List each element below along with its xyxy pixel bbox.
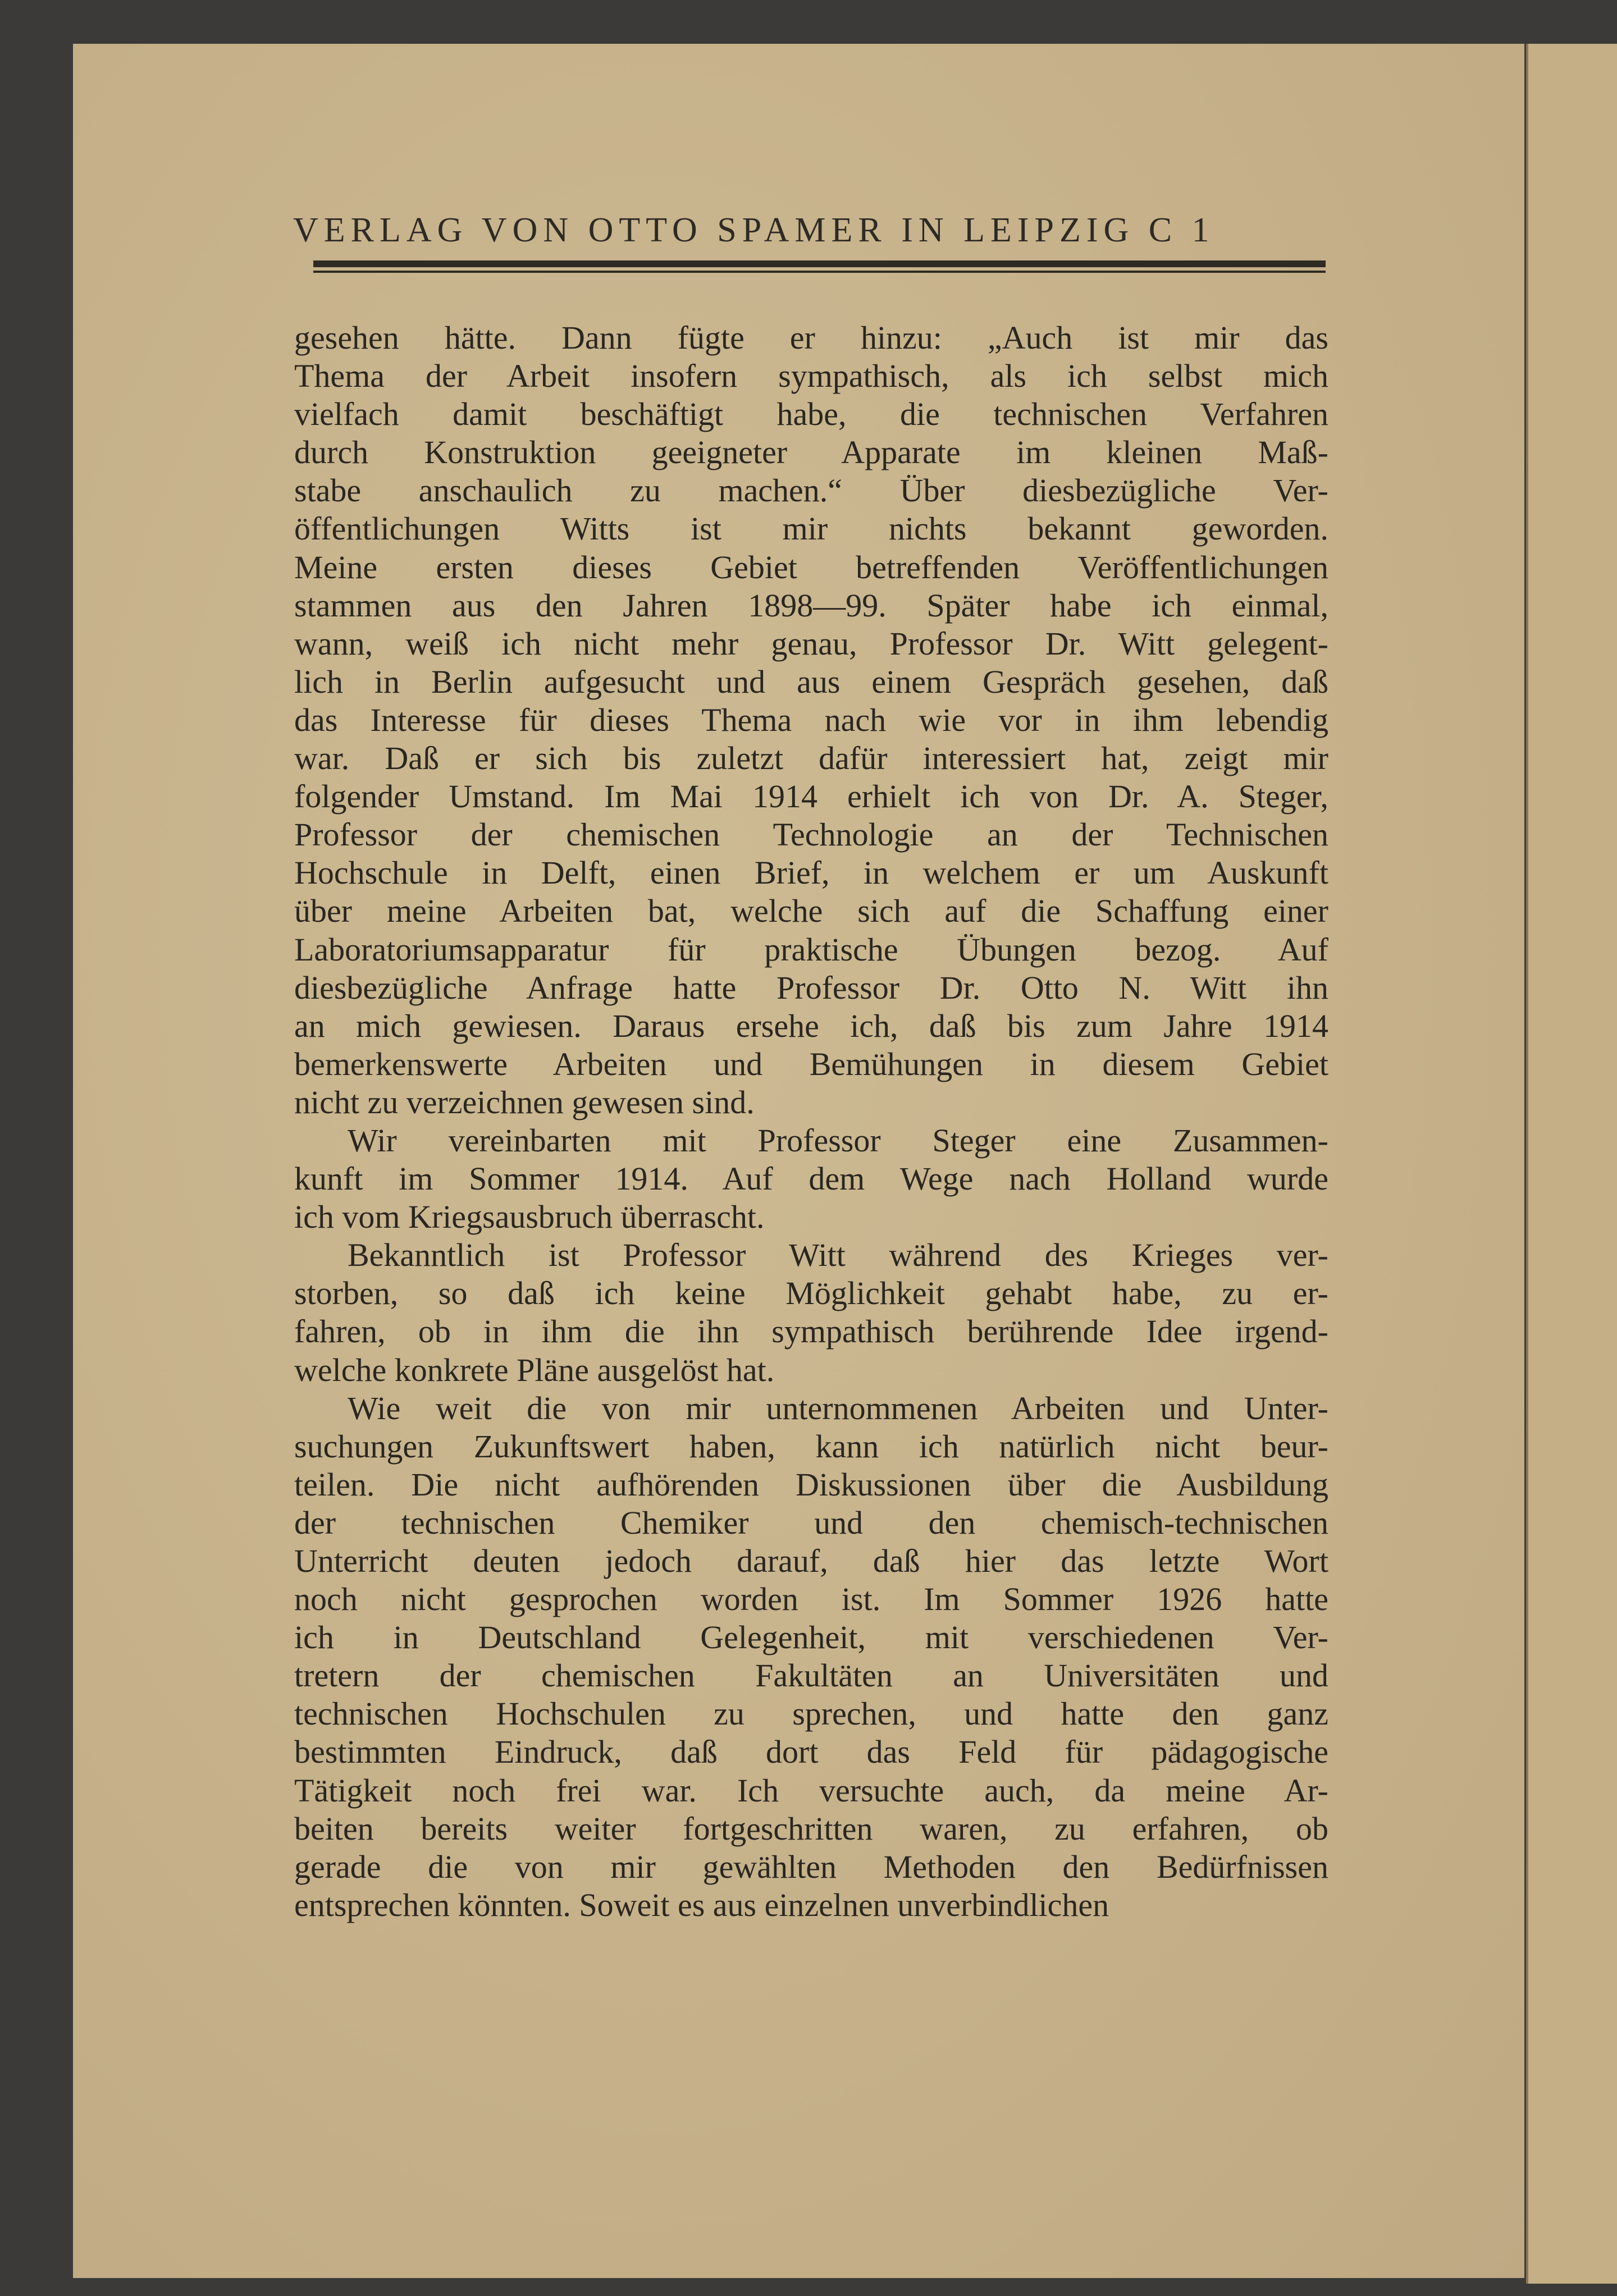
text-line: nicht zu verzeichnen gewesen sind.	[294, 1083, 755, 1120]
text-line: technischen Hochschulen zu sprechen, und hatte den ganz	[294, 1695, 1328, 1732]
text-line: lich in Berlin aufgesucht und aus einem Gespräch gesehen, daß	[294, 663, 1328, 700]
header-rule-thick	[313, 260, 1326, 267]
text-line: war. Daß er sich bis zuletzt dafür interessiert hat, zeigt mir	[294, 740, 1328, 777]
text-line: stammen aus den Jahren 1898—99. Später habe ich einmal,	[294, 587, 1328, 624]
body-text	[294, 319, 1328, 1924]
text-line: Hochschule in Delft, einen Brief, in welchem er um Auskunft	[294, 854, 1328, 891]
text-line: Tätigkeit noch frei war. Ich versuchte auch, da meine Ar-	[294, 1772, 1328, 1809]
text-line: folgender Umstand. Im Mai 1914 erhielt ich von Dr. A. Steger,	[294, 778, 1328, 815]
text-line: wann, weiß ich nicht mehr genau, Professor Dr. Witt gelegent-	[294, 625, 1328, 662]
text-line: entsprechen könnten. Soweit es aus einzelnen unverbindlichen	[294, 1886, 1109, 1923]
text-line: storben, so daß ich keine Möglichkeit gehabt habe, zu er-	[294, 1275, 1328, 1312]
text-line: ich in Deutschland Gelegenheit, mit verschiedenen Ver-	[294, 1619, 1328, 1656]
text-line: Professor der chemischen Technologie an der Technischen	[294, 816, 1328, 853]
adjacent-page-edge	[1526, 44, 1617, 2284]
text-line: teilen. Die nicht aufhörenden Diskussionen über die Ausbildung	[294, 1466, 1328, 1503]
text-line: durch Konstruktion geeigneter Apparate im kleinen Maß-	[294, 434, 1328, 471]
text-line: tretern der chemischen Fakultäten an Universitäten und	[294, 1657, 1328, 1694]
text-line: Bekanntlich ist Professor Witt während des Krieges ver-	[348, 1237, 1328, 1274]
text-line: Wir vereinbarten mit Professor Steger eine Zusammen-	[348, 1122, 1328, 1159]
text-line: gerade die von mir gewählten Methoden den Bedürfnissen	[294, 1848, 1328, 1885]
text-line: an mich gewiesen. Daraus ersehe ich, daß bis zum Jahre 1914	[294, 1007, 1328, 1044]
text-line: welche konkrete Pläne ausgelöst hat.	[294, 1351, 775, 1388]
running-header: VERLAG VON OTTO SPAMER IN LEIPZIG C 1	[293, 211, 1215, 249]
text-line: Meine ersten dieses Gebiet betreffenden Veröffentlichungen	[294, 548, 1328, 586]
text-line: Thema der Arbeit insofern sympathisch, als ich selbst mich	[294, 358, 1328, 395]
text-line: Unterricht deuten jedoch darauf, daß hier das letzte Wort	[294, 1543, 1328, 1579]
text-line: bestimmten Eindruck, daß dort das Feld für pädagogische	[294, 1734, 1328, 1771]
text-line: beiten bereits weiter fortgeschritten waren, zu erfahren, ob	[294, 1810, 1328, 1847]
text-line: öffentlichungen Witts ist mir nichts bekannt geworden.	[294, 510, 1328, 547]
text-line: stabe anschaulich zu machen.“ Über diesbezügliche Ver-	[294, 472, 1328, 509]
text-line: ich vom Kriegsausbruch überrascht.	[294, 1199, 765, 1236]
text-line: bemerkenswerte Arbeiten und Bemühungen in diesem Gebiet	[294, 1045, 1328, 1082]
text-line: Laboratoriumsapparatur für praktische Übungen bezog. Auf	[294, 931, 1328, 968]
text-line: suchungen Zukunftswert haben, kann ich natürlich nicht beur-	[294, 1428, 1328, 1465]
text-line: noch nicht gesprochen worden ist. Im Sommer 1926 hatte	[294, 1581, 1328, 1618]
text-line: das Interesse für dieses Thema nach wie vor in ihm lebendig	[294, 701, 1328, 738]
text-line: über meine Arbeiten bat, welche sich auf die Schaffung einer	[294, 893, 1328, 930]
text-line: Wie weit die von mir unternommenen Arbeiten und Unter-	[348, 1389, 1328, 1426]
text-line: kunft im Sommer 1914. Auf dem Wege nach Holland wurde	[294, 1160, 1328, 1197]
text-line: diesbezügliche Anfrage hatte Professor Dr. Otto N. Witt ihn	[294, 969, 1328, 1006]
text-line: vielfach damit beschäftigt habe, die technischen Verfahren	[294, 396, 1328, 433]
text-line: fahren, ob in ihm die ihn sympathisch berührende Idee irgend-	[294, 1313, 1328, 1350]
text-line: gesehen hätte. Dann fügte er hinzu: „Auch ist mir das	[294, 319, 1328, 356]
text-line: der technischen Chemiker und den chemisch-technischen	[294, 1504, 1328, 1541]
header-rule-thin	[313, 271, 1326, 273]
